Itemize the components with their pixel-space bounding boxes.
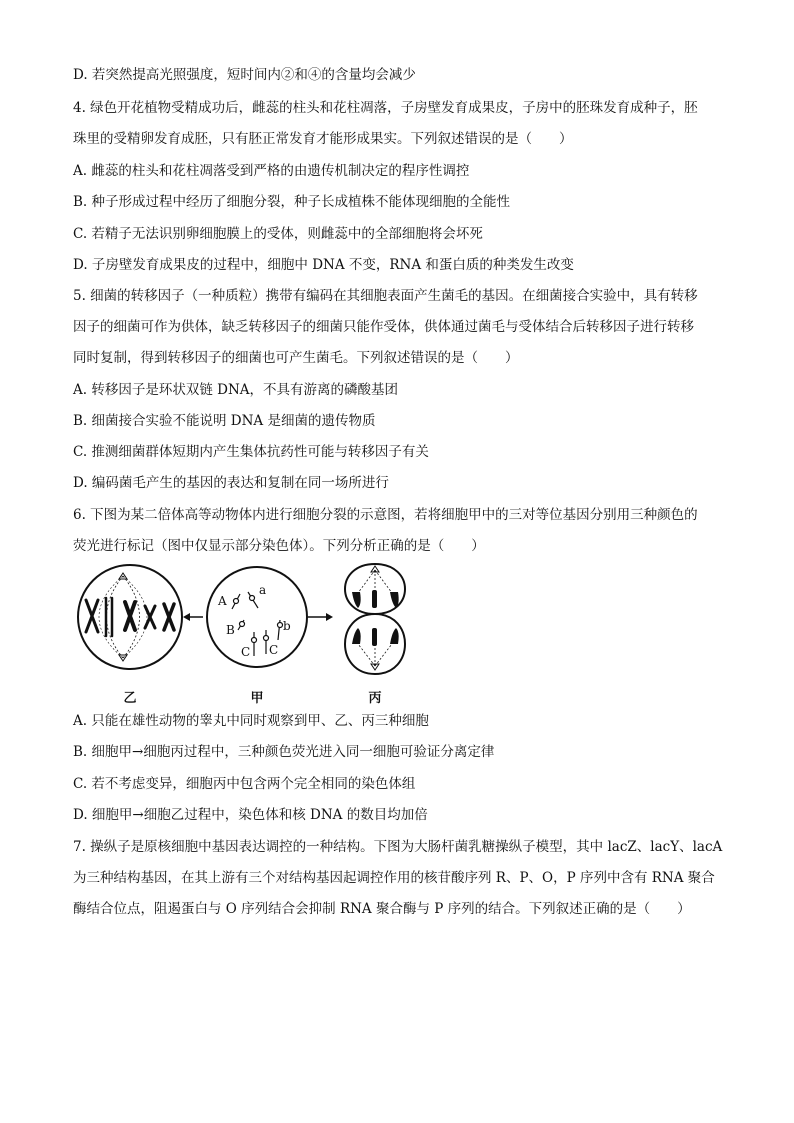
- q5-option-b: B. 细菌接合实验不能说明 DNA 是细菌的遗传物质: [73, 413, 376, 429]
- q6-option-b: B. 细胞甲→细胞丙过程中，三种颜色荧光进入同一细胞可验证分离定律: [73, 744, 495, 760]
- gene-label-b: b: [283, 619, 291, 633]
- q6-stem-line-2: 荧光进行标记（图中仅显示部分染色体）。下列分析正确的是（ ）: [73, 538, 485, 554]
- q6-stem-line-1: 6. 下图为某二倍体高等动物体内进行细胞分裂的示意图，若将细胞甲中的三对等位基因分别用三种颜色的: [73, 507, 698, 523]
- q4-option-b: B. 种子形成过程中经历了细胞分裂，种子长成植株不能体现细胞的全能性: [73, 194, 511, 210]
- q4-stem-line-2: 珠里的受精卵发育成胚，只有胚正常发育才能形成果实。下列叙述错误的是（ ）: [73, 131, 573, 147]
- q5-stem-line-3: 同时复制，得到转移因子的细菌也可产生菌毛。下列叙述错误的是（ ）: [73, 350, 519, 366]
- gene-label-B: B: [226, 623, 235, 637]
- q5-stem-line-2: 因子的细菌可作为供体，缺乏转移因子的细菌只能作受体，供体通过菌毛与受体结合后转移因子进行转移: [73, 319, 694, 335]
- q4-option-d: D. 子房壁发育成果皮的过程中，细胞中 DNA 不变，RNA 和蛋白质的种类发生改变: [73, 257, 574, 273]
- q3-option-d: D. 若突然提高光照强度，短时间内②和④的含量均会减少: [73, 67, 416, 83]
- q4-option-c: C. 若精子无法识别卵细胞膜上的受体，则雌蕊中的全部细胞将会坏死: [73, 226, 483, 242]
- cell-jia: [207, 567, 307, 706]
- cell-yi: [78, 565, 182, 706]
- q5-option-a: A. 转移因子是环状双链 DNA，不具有游离的磷酸基团: [73, 382, 399, 398]
- q5-option-d: D. 编码菌毛产生的基因的表达和复制在同一场所进行: [73, 475, 389, 491]
- gene-label-a: a: [259, 583, 267, 597]
- q4-option-a: A. 雌蕊的柱头和花柱凋落受到严格的由遗传机制决定的程序性调控: [73, 163, 470, 179]
- q6-option-d: D. 细胞甲→细胞乙过程中，染色体和核 DNA 的数目均加倍: [73, 807, 428, 823]
- q5-option-c: C. 推测细菌群体短期内产生集体抗药性可能与转移因子有关: [73, 444, 429, 460]
- gene-label-A: A: [218, 594, 227, 608]
- gene-label-C2: C: [269, 643, 279, 657]
- q6-option-c: C. 若不考虑变异，细胞丙中包含两个完全相同的染色体组: [73, 776, 416, 792]
- cell-bing: [345, 564, 405, 706]
- arrow-jia-to-yi: [183, 613, 203, 621]
- cell-division-figure: [70, 562, 410, 707]
- arrow-jia-to-bing: [308, 613, 333, 621]
- q7-stem-line-1: 7. 操纵子是原核细胞中基因表达调控的一种结构。下图为大肠杆菌乳糖操纵子模型，其中 lacZ、lacY、lacA: [73, 839, 723, 855]
- cell-yi-label: 乙: [123, 691, 137, 706]
- q7-stem-line-2: 为三种结构基因，在其上游有三个对结构基因起调控作用的核苷酸序列 R、P、O，P 序列中含有 RNA 聚合: [73, 870, 715, 886]
- q6-option-a: A. 只能在雄性动物的睾丸中同时观察到甲、乙、丙三种细胞: [73, 713, 429, 729]
- q5-stem-line-1: 5. 细菌的转移因子（一种质粒）携带有编码在其细胞表面产生菌毛的基因。在细菌接合实验中，具有转移: [73, 288, 698, 304]
- q7-stem-line-3: 酶结合位点，阻遏蛋白与 O 序列结合会抑制 RNA 聚合酶与 P 序列的结合。下列叙述正确的是（ ）: [73, 901, 691, 917]
- gene-label-C1: C: [241, 645, 251, 659]
- cell-bing-label: 丙: [368, 691, 382, 706]
- cell-jia-label: 甲: [250, 691, 264, 706]
- q4-stem-line-1: 4. 绿色开花植物受精成功后，雌蕊的柱头和花柱凋落，子房壁发育成果皮，子房中的胚珠发育成种子，胚: [73, 100, 698, 116]
